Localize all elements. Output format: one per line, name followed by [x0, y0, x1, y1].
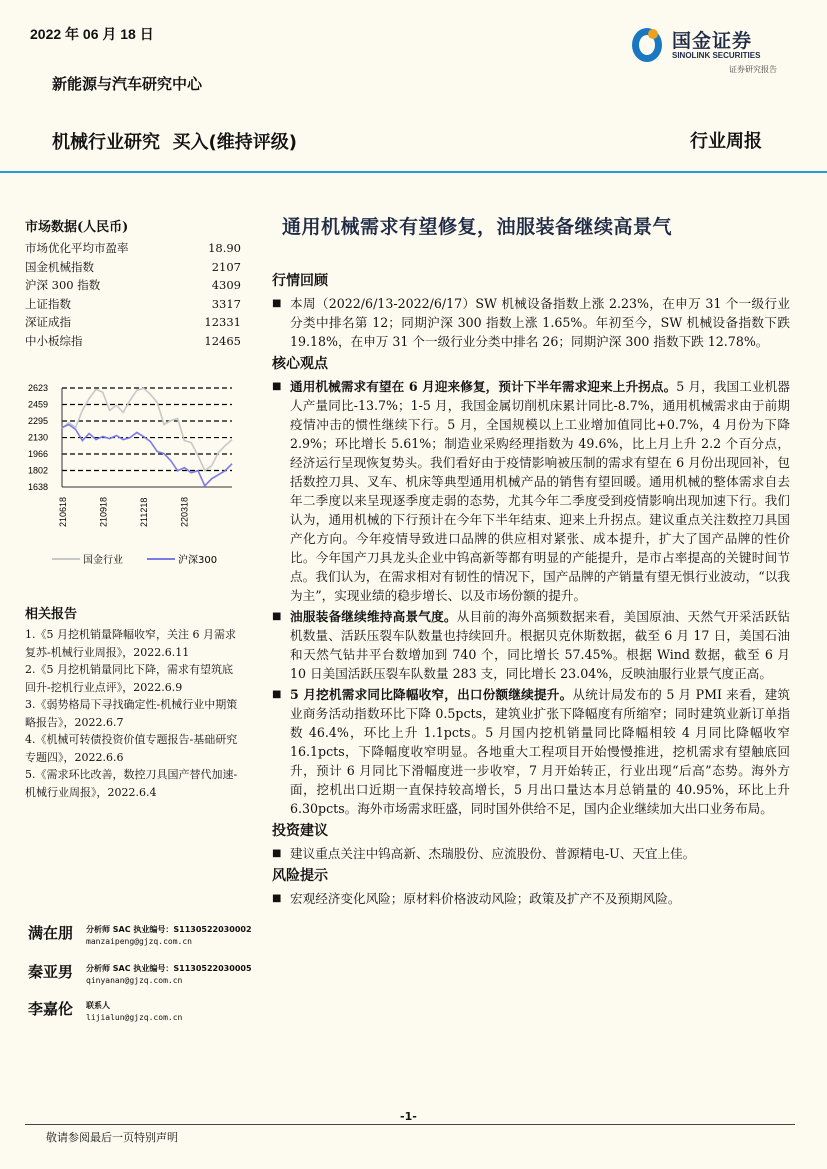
- logo-cn: 国金证券: [672, 30, 753, 52]
- x-tick-label: 210918: [98, 496, 109, 527]
- market-value: 18.90: [208, 241, 241, 255]
- page-number: -1-: [400, 1110, 417, 1123]
- bullet-lead: 5 月挖机需求同比降幅收窄，出口份额继续提升。: [290, 687, 573, 702]
- analyst-role: 分析师 SAC 执业编号：S1130522030002: [86, 925, 252, 934]
- bullet-text: [290, 607, 790, 683]
- market-label: 中小板综指: [25, 333, 83, 348]
- market-value: 12465: [204, 333, 241, 348]
- series-line-0: [62, 388, 232, 470]
- header-divider: [0, 171, 827, 173]
- related-report-item: 4.《机械可转债投资价值专题报告-基础研究专题四》，2022.6.6: [25, 733, 238, 764]
- section-heading: 投资建议: [272, 823, 328, 839]
- headline: 通用机械需求有望修复，油服装备继续高景气: [282, 216, 673, 238]
- bullet-text: [290, 294, 790, 351]
- bullet-square-icon: ■: [272, 848, 282, 859]
- y-tick-label: 1802: [28, 465, 49, 476]
- bullet-item: [272, 844, 790, 863]
- legend-label: 沪深300: [178, 555, 218, 566]
- market-row: [25, 332, 241, 351]
- section-heading: 风险提示: [272, 868, 328, 884]
- market-data: [25, 216, 241, 350]
- market-value: 12331: [204, 315, 241, 329]
- market-label: 沪深 300 指数: [25, 278, 101, 292]
- bullet-text: [290, 889, 790, 908]
- market-value: 3317: [211, 296, 241, 311]
- bullet-square-icon: ■: [272, 298, 282, 309]
- logo-sub: 证券研究报告: [729, 65, 777, 74]
- analyst-name: 秦亚男: [28, 963, 74, 981]
- y-tick-label: 1638: [28, 482, 49, 492]
- analyst-email: qinyanan@gjzq.com.cn: [86, 976, 183, 985]
- department: 新能源与汽车研究中心: [52, 75, 203, 93]
- y-tick-label: 2459: [28, 399, 49, 410]
- market-row: [25, 313, 241, 332]
- sinolink-logo: [632, 26, 792, 78]
- bullet-item: [272, 889, 790, 908]
- market-row: [25, 276, 241, 295]
- y-tick-label: 2623: [28, 383, 49, 393]
- report-title: 机械行业研究 买入(维持评级): [52, 132, 297, 153]
- bullet-body: 从目前的海外高频数据来看，美国原油、天然气开采活跃钻机数量、活跃压裂车队数量也持续回升。根据贝克休斯数据，截至 6 月 17 日，美国石油和天然气钻井平台数增加到 740 个，同比增长 57.45%。根据 Wind 数据，截至 6 月 10 日美国活跃压裂车队数量 283 支，同比增长 23.04%，反映油服行业景气度正高。: [290, 609, 791, 681]
- market-label: 上证指数: [25, 296, 71, 311]
- footer-divider: [25, 1124, 795, 1125]
- market-row: [25, 295, 241, 314]
- bullet-square-icon: ■: [272, 689, 282, 700]
- disclaimer: 敬请参阅最后一页特别声明: [46, 1131, 178, 1144]
- series-line-1: [62, 425, 232, 486]
- report-date: 2022 年 06 月 18 日: [30, 26, 154, 42]
- analyst-email: manzaipeng@gjzq.com.cn: [86, 937, 192, 946]
- analyst-role: 联系人: [86, 1001, 110, 1010]
- bullet-body: 从统计局发布的 5 月 PMI 来看，建筑业商务活动指数环比下降 0.5pcts，建筑业扩张下降幅度有所缩窄；同时建筑业新订单指数 46.4%，环比上升 1.1pcts。5 月国内挖机销量同比降幅相较 4 月同比降幅收窄 16.1pcts，下降幅度收窄明显。各地重大工程项目开始慢慢推进，挖机需求有望触底回升，预计 6 月同比下滑幅度进一步收窄，7 月开始转正，行业出现“后高”态势。海外方面，挖机出口近期一直保持较高增长，5 月出口量达本月总销量的 40.95%，环比上升 6.30pcts。海外市场需求旺盛，同时国外供给不足，国内企业继续加大出口业务布局。: [290, 687, 790, 816]
- bullet-square-icon: ■: [272, 611, 282, 622]
- x-tick-label: 210618: [58, 496, 68, 527]
- logo-dot-icon: [648, 29, 658, 39]
- bullet-item: [272, 377, 790, 605]
- analyst-email: lijialun@gjzq.com.cn: [86, 1013, 183, 1022]
- market-row: [25, 258, 241, 277]
- y-tick-label: 2130: [28, 432, 49, 443]
- index-chart: [0, 375, 250, 575]
- section-heading: 行情回顾: [272, 273, 328, 289]
- bullet-item: [272, 294, 790, 351]
- legend-label: 国金行业: [83, 555, 123, 566]
- bullet-body: 宏观经济变化风险；原材料价格波动风险；政策及扩产不及预期风险。: [290, 891, 681, 906]
- bullet-body: 建议重点关注中钨高新、杰瑞股份、应流股份、普源精电-U、天宜上佳。: [290, 846, 696, 861]
- x-tick-label: 211218: [139, 497, 149, 527]
- related-reports: [25, 603, 243, 801]
- market-label: 国金机械指数: [25, 259, 94, 274]
- logo-en: SINOLINK SECURITIES: [672, 51, 761, 60]
- y-tick-label: 2295: [28, 415, 49, 426]
- market-label: 深证成指: [25, 315, 71, 329]
- bullet-square-icon: ■: [272, 893, 282, 904]
- analyst-role: 分析师 SAC 执业编号：S1130522030005: [86, 964, 252, 973]
- bullet-text: [290, 377, 790, 605]
- related-report-item: 5.《需求环比改善，数控刀具国产替代加速-机械行业周报》，2022.6.4: [25, 768, 238, 799]
- market-value: 4309: [211, 278, 241, 292]
- related-report-item: 2.《5 月挖机销量同比下降，需求有望筑底回升-挖机行业点评》，2022.6.9: [25, 663, 233, 694]
- market-row: [25, 239, 241, 258]
- bullet-lead: 通用机械需求有望在 6 月迎来修复，预计下半年需求迎来上升拐点。: [290, 379, 677, 394]
- bullet-body: 5 月，我国工业机器人产量同比-13.7%；1-5 月，我国金属切削机床累计同比-8.7%，通用机械需求由于前期疫情冲击的惯性继续下行。5 月，全国规模以上工业增加值同比+0.7%，4 月份为下降 2.9%；环比增长 5.61%；制造业采购经理指数为 49.6%，比上月上升 2.2 个百分点，经济运行呈现恢复势头。我们看好由于疫情影响被压制的需求有望在 6 月份出现回补，包括数控刀具、叉车、机床等典型通用机械产品的销售有望回暖。通用机械的整体需求自去年二季度以来呈现逐季度走弱的态势，尤其今年二季度受到疫情影响出现加速下行。我们认为，通用机械的下行预计在今年下半年结束、迎来上升拐点。建议重点关注数控刀具国产化方向。今年疫情导致进口品牌的供应相对紧张、成本提升，扩大了国产品牌的性价比。今年国产刀具龙头企业中钨高新等都有明显的产能提升，是市占率提高的关键时间节点。我们认为，在需求相对有韧性的情况下，国产品牌的产销量有望无惧行业波动，“以我为主”，实现业绩的稳步增长、以及市场份额的提升。: [290, 379, 790, 603]
- y-tick-label: 1966: [28, 449, 49, 460]
- main-body: [272, 268, 790, 910]
- analyst-name: 李嘉伦: [28, 1000, 74, 1018]
- section-heading: 核心观点: [272, 356, 328, 372]
- bullet-text: [290, 844, 790, 863]
- x-tick-label: 220318: [179, 496, 190, 527]
- bullet-text: [290, 685, 790, 818]
- bullet-body: 本周（2022/6/13-2022/6/17）SW 机械设备指数上涨 2.23%，在申万 31 个一级行业分类中排名第 12；同期沪深 300 指数上涨 1.65%。年初至今，SW 机械设备指数下跌 19.18%，在申万 31 个一级行业分类中排名 26；同期沪深 300 指数下跌 12.78%。: [290, 296, 790, 349]
- report-type: 行业周报: [690, 131, 762, 152]
- market-data-title: 市场数据(人民币): [25, 220, 129, 235]
- bullet-item: [272, 607, 790, 683]
- bullet-item: [272, 685, 790, 818]
- market-label: 市场优化平均市盈率: [25, 241, 129, 255]
- related-title: 相关报告: [25, 607, 78, 622]
- market-value: 2107: [211, 259, 241, 274]
- analyst-name: 满在朋: [28, 924, 74, 942]
- related-report-item: 3.《弱势格局下寻找确定性-机械行业中期策略报告》，2022.6.7: [25, 698, 238, 729]
- related-report-item: 1.《5 月挖机销量降幅收窄，关注 6 月需求复苏-机械行业周报》，2022.6.11: [25, 628, 236, 659]
- bullet-square-icon: ■: [272, 381, 282, 392]
- bullet-lead: 油服装备继续维持高景气度。: [290, 609, 457, 624]
